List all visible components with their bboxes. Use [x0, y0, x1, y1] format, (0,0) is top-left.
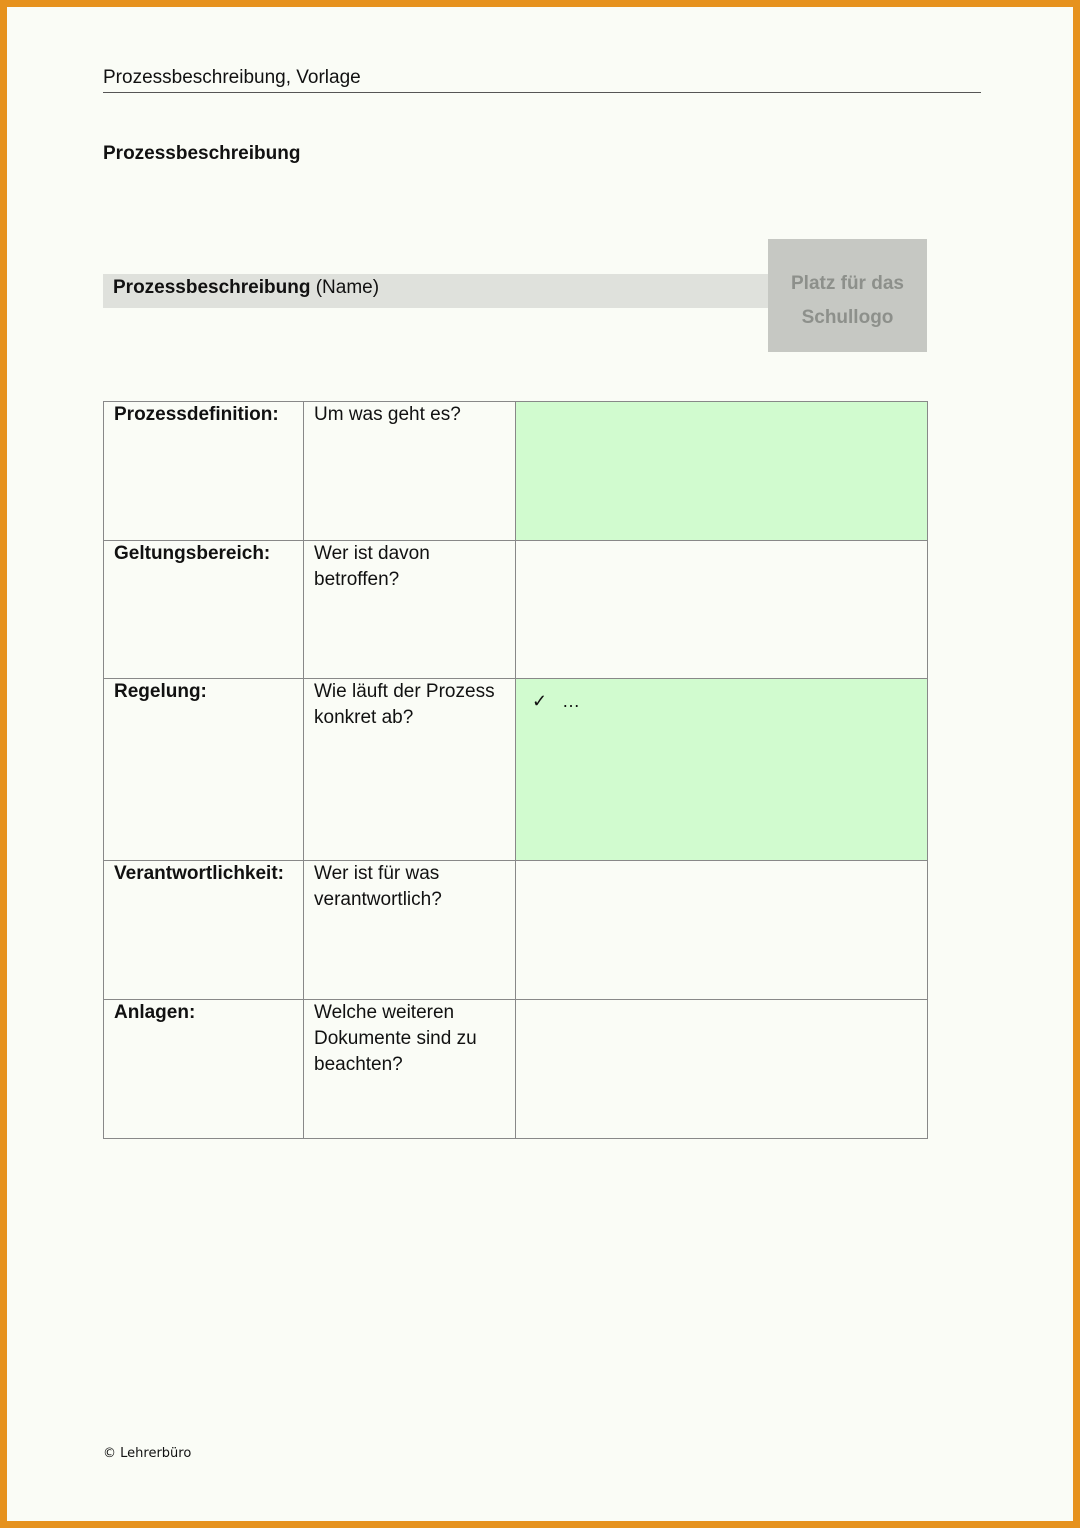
checklist-item [526, 679, 919, 714]
table-row-regelung [104, 679, 928, 861]
row-label: Verantwortlichkeit: [104, 861, 304, 1000]
row-question: Wer ist davon betroffen? [304, 541, 516, 679]
answer-cell-anlagen[interactable] [516, 1000, 928, 1139]
check-icon: ✓ [532, 691, 548, 711]
running-header: Prozessbeschreibung, Vorlage [103, 66, 981, 93]
process-name-field[interactable] [103, 274, 770, 308]
table-row-anlagen [104, 1000, 928, 1139]
row-question: Wie läuft der Prozess konkret ab? [304, 679, 516, 861]
process-table [103, 401, 928, 1139]
footer-copyright: © Lehrerbüro [103, 1446, 192, 1461]
school-logo-placeholder: Platz für das Schullogo [768, 239, 927, 352]
answer-cell-prozessdefinition[interactable] [516, 402, 928, 541]
table-row-verantwortlichkeit [104, 861, 928, 1000]
process-name-label: Prozessbeschreibung [113, 277, 311, 298]
row-label: Geltungsbereich: [104, 541, 304, 679]
row-question: Welche weiteren Dokumente sind zu beachten? [304, 1000, 516, 1139]
row-label: Anlagen: [104, 1000, 304, 1139]
answer-cell-verantwortlichkeit[interactable] [516, 861, 928, 1000]
process-name-suffix: (Name) [310, 277, 380, 298]
row-label: Regelung: [104, 679, 304, 861]
checklist-item-text: … [562, 691, 580, 711]
table-row-prozessdefinition [104, 402, 928, 541]
answer-cell-regelung[interactable] [516, 679, 928, 861]
document-title: Prozessbeschreibung [103, 143, 301, 164]
answer-cell-geltungsbereich[interactable] [516, 541, 928, 679]
row-question: Wer ist für was verantwortlich? [304, 861, 516, 1000]
row-label: Prozessdefinition: [104, 402, 304, 541]
table-row-geltungsbereich [104, 541, 928, 679]
row-question: Um was geht es? [304, 402, 516, 541]
